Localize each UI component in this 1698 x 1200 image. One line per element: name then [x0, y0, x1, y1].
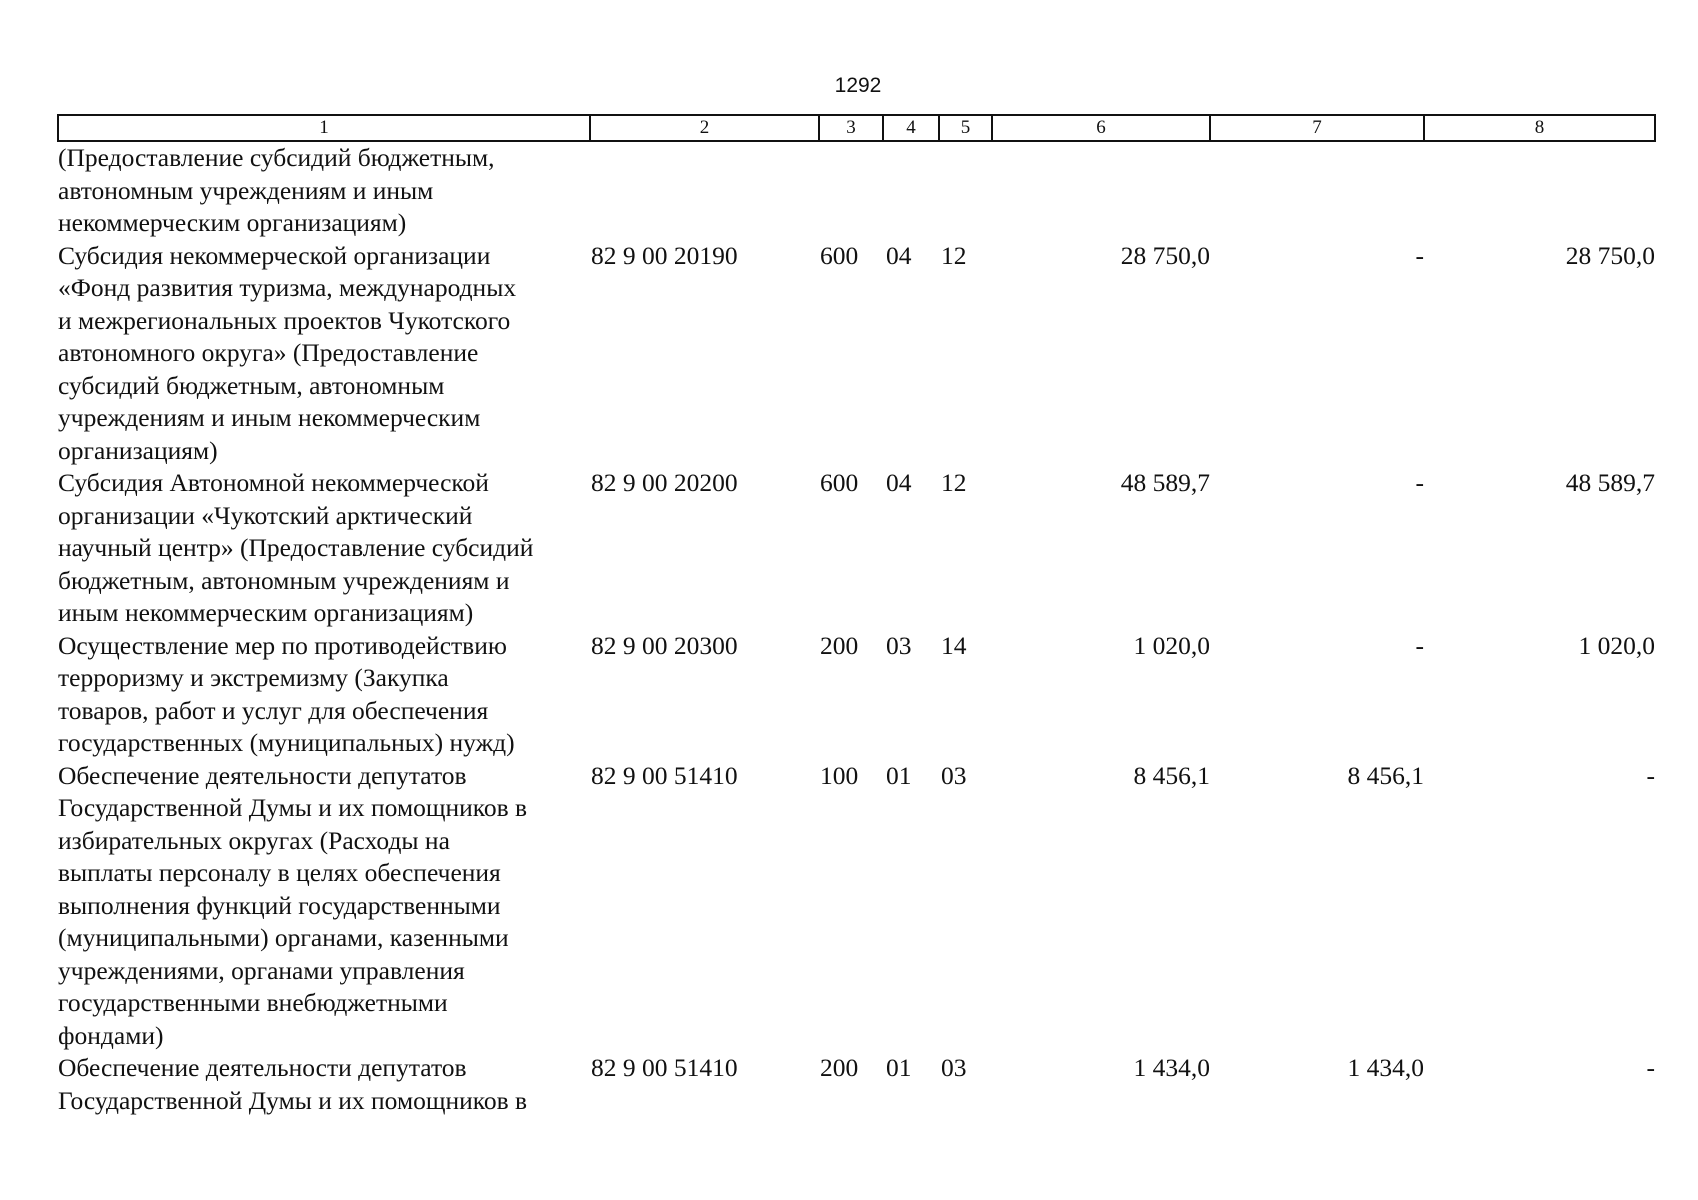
description-line: государственными внебюджетными [58, 988, 448, 1017]
federal-amount-cell: - [1415, 468, 1424, 497]
description-line: Государственной Думы и их помощников в [58, 1085, 528, 1115]
table-row [58, 760, 1655, 1053]
description-line: товаров, работ и услуг для обеспечения [58, 695, 489, 725]
column-header-8: 8 [1424, 115, 1655, 141]
description-line: учреждениям и иным некоммерческим [58, 403, 481, 432]
description-line: терроризму и экстремизму (Закупка [58, 663, 449, 692]
description-line: фондами) [58, 1020, 164, 1050]
description-line: государственных (муниципальных) нужд) [58, 728, 515, 757]
table-row [58, 630, 1655, 760]
subsection-cell: 03 [941, 1053, 967, 1082]
regional-amount-cell: 1 020,0 [1578, 630, 1655, 660]
total-amount-cell [992, 141, 1210, 240]
description-line: (муниципальными) органами, казенными [58, 923, 509, 952]
table-row [58, 1052, 1655, 1117]
column-header-5: 5 [939, 115, 992, 141]
column-header-4: 4 [883, 115, 939, 141]
description-cell [58, 141, 590, 240]
column-header-7: 7 [1210, 115, 1424, 141]
description-line: учреждениями, органами управления [58, 955, 465, 985]
total-amount-cell: 8 456,1 [1133, 760, 1210, 790]
column-header-6: 6 [992, 115, 1210, 141]
description-line: научный центр» (Предоставление субсидий [58, 533, 534, 562]
federal-amount-cell: 8 456,1 [1347, 760, 1424, 790]
description-line: бюджетным, автономным учреждениям и [58, 565, 510, 595]
description-cell [58, 240, 590, 468]
regional-amount-cell: 48 589,7 [1565, 468, 1655, 497]
description-line: организациям) [58, 435, 218, 465]
federal-amount-cell: - [1415, 630, 1424, 660]
description-line: некоммерческим организациям) [58, 208, 407, 237]
page-number: 1292 [834, 74, 882, 97]
code-cell: 82 9 00 20200 [591, 468, 738, 497]
regional-amount-cell: 28 750,0 [1565, 240, 1655, 270]
description-line: Обеспечение деятельности депутатов [58, 1053, 467, 1082]
section-cell: 03 [886, 630, 912, 660]
description-cell [58, 630, 590, 760]
description-line: Государственной Думы и их помощников в [58, 793, 528, 822]
description-cell [58, 467, 590, 630]
total-amount-cell: 48 589,7 [1120, 468, 1210, 497]
description-line: выполнения функций государственными [58, 890, 501, 920]
section-cell: 04 [886, 468, 912, 497]
description-line: избирательных округах (Расходы на [58, 825, 450, 855]
description-line: «Фонд развития туризма, международных [58, 273, 517, 302]
regional-amount-cell [1424, 141, 1655, 240]
code-cell: 82 9 00 20300 [591, 630, 738, 660]
table-body [58, 141, 1655, 1117]
header-row [58, 115, 1655, 141]
table-row [58, 467, 1655, 630]
section-cell: 01 [886, 760, 912, 790]
total-amount-cell: 1 020,0 [1133, 630, 1210, 660]
subsection-cell [939, 141, 992, 240]
description-line: (Предоставление субсидий бюджетным, [58, 143, 495, 172]
description-line: Субсидия некоммерческой организации [58, 240, 491, 270]
subsection-cell: 03 [941, 760, 967, 790]
federal-amount-cell: - [1415, 240, 1424, 270]
description-line: автономного округа» (Предоставление [58, 338, 479, 367]
budget-table [57, 114, 1656, 1117]
description-line: организации «Чукотский арктический [58, 500, 473, 530]
table-row [58, 141, 1655, 240]
description-line: иным некоммерческим организациям) [58, 598, 474, 627]
federal-amount-cell: 1 434,0 [1347, 1053, 1424, 1082]
subsection-cell: 14 [941, 630, 967, 660]
expense-type-cell: 600 [820, 240, 859, 270]
federal-amount-cell [1210, 141, 1424, 240]
subsection-cell: 12 [941, 468, 967, 497]
description-line: Субсидия Автономной некоммерческой [58, 468, 489, 497]
column-header-1: 1 [58, 115, 590, 141]
total-amount-cell: 28 750,0 [1120, 240, 1210, 270]
code-cell: 82 9 00 51410 [591, 760, 738, 790]
description-line: и межрегиональных проектов Чукотского [58, 305, 511, 335]
description-line: субсидий бюджетным, автономным [58, 370, 445, 400]
expense-type-cell: 200 [820, 630, 859, 660]
expense-type-cell [819, 141, 883, 240]
section-cell: 01 [886, 1053, 912, 1082]
description-cell [58, 1052, 590, 1117]
description-line: автономным учреждениям и иным [58, 175, 434, 205]
table-row [58, 240, 1655, 468]
description-line: Осуществление мер по противодействию [58, 630, 507, 660]
column-header-3: 3 [819, 115, 883, 141]
code-cell: 82 9 00 20190 [591, 240, 738, 270]
section-cell: 04 [886, 240, 912, 270]
total-amount-cell: 1 434,0 [1133, 1053, 1210, 1082]
column-header-2: 2 [590, 115, 819, 141]
expense-type-cell: 200 [820, 1053, 859, 1082]
column-number-header [58, 115, 1655, 141]
code-cell [590, 141, 819, 240]
description-cell [58, 760, 590, 1053]
subsection-cell: 12 [941, 240, 967, 270]
code-cell: 82 9 00 51410 [591, 1053, 738, 1082]
description-line: выплаты персоналу в целях обеспечения [58, 858, 501, 887]
description-line: Обеспечение деятельности депутатов [58, 760, 467, 790]
expense-type-cell: 600 [820, 468, 859, 497]
regional-amount-cell: - [1646, 760, 1655, 790]
expense-type-cell: 100 [820, 760, 859, 790]
regional-amount-cell: - [1646, 1053, 1655, 1082]
section-cell [883, 141, 939, 240]
